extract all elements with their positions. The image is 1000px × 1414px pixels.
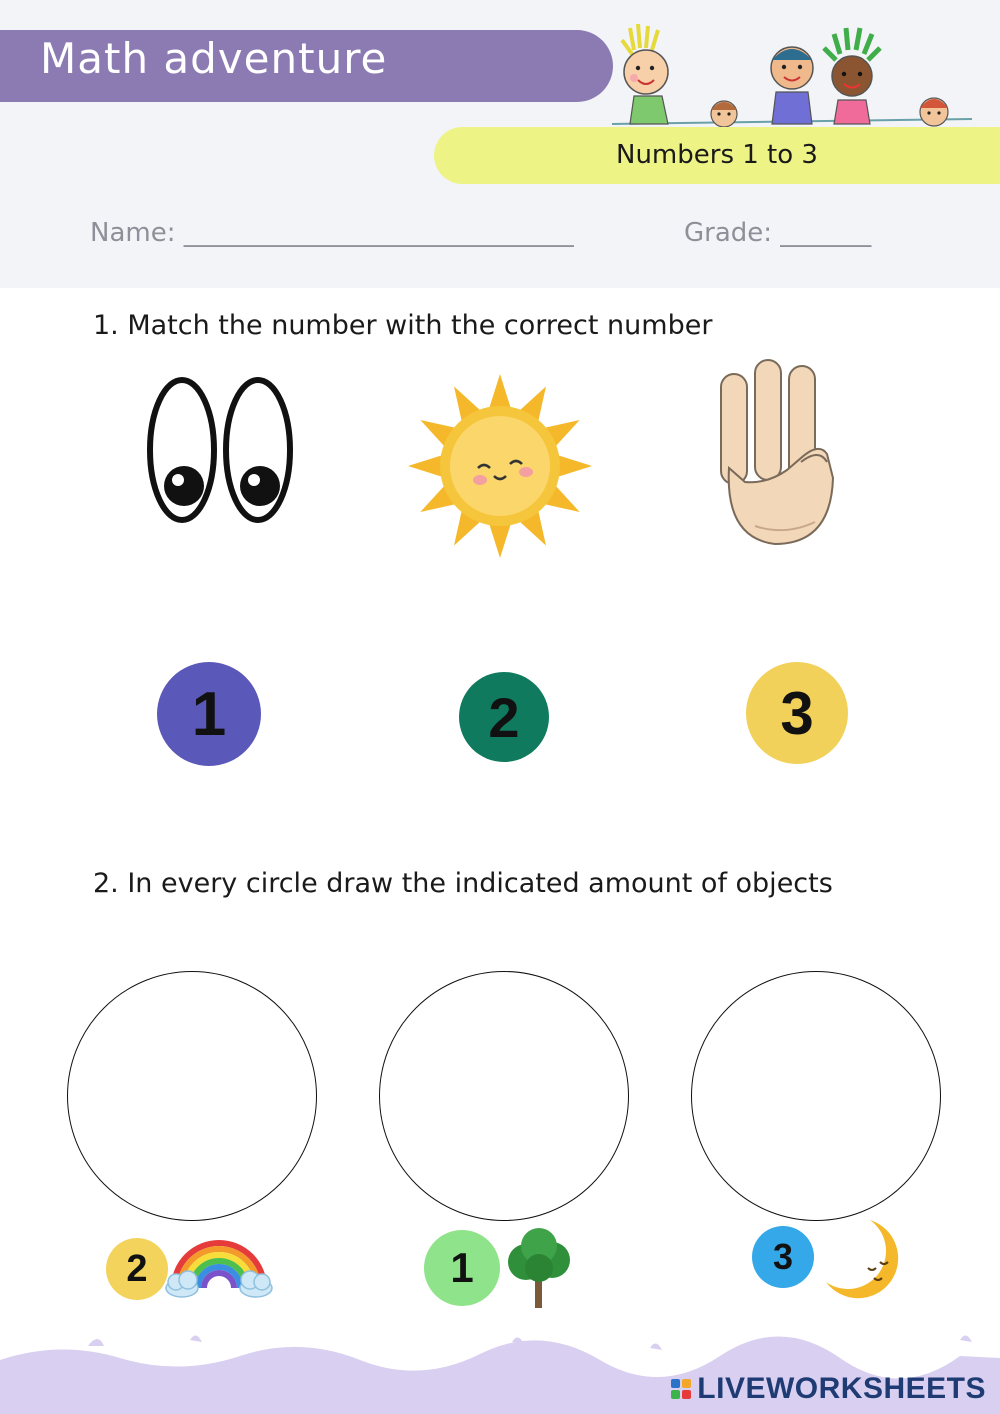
indicator-number-1-label: 1 xyxy=(450,1244,474,1291)
rainbow-icon xyxy=(164,1228,274,1300)
drawing-circle-3[interactable] xyxy=(691,971,941,1221)
number-circle-2[interactable] xyxy=(459,672,549,762)
eyes-picture[interactable] xyxy=(140,372,300,532)
number-3-label: 3 xyxy=(780,679,814,747)
brand-logo[interactable] xyxy=(671,1372,986,1406)
kids-illustration xyxy=(612,20,982,128)
moon-icon xyxy=(822,1216,902,1300)
indicator-number-1 xyxy=(424,1230,500,1306)
worksheet-subtitle: Numbers 1 to 3 xyxy=(616,140,818,170)
three-fingers-hand-picture[interactable] xyxy=(715,358,845,552)
liveworksheets-logo-icon xyxy=(671,1379,691,1399)
indicator-number-3-label: 3 xyxy=(772,1236,794,1277)
number-2-label: 2 xyxy=(488,685,520,749)
name-field[interactable]: Name: ______________________________ xyxy=(90,218,574,248)
question-1-text: 1. Match the number with the correct number xyxy=(93,310,713,341)
question-2-text: 2. In every circle draw the indicated amount of objects xyxy=(93,868,833,899)
number-circle-1[interactable] xyxy=(157,662,261,766)
number-circle-3[interactable] xyxy=(746,662,848,764)
drawing-circle-2[interactable] xyxy=(379,971,629,1221)
indicator-number-2-label: 2 xyxy=(126,1247,148,1290)
number-1-label: 1 xyxy=(191,679,227,749)
drawing-circle-1[interactable] xyxy=(67,971,317,1221)
brand-name: LIVEWORKSHEETS xyxy=(697,1372,986,1405)
tree-icon xyxy=(502,1226,576,1310)
indicator-number-3 xyxy=(752,1226,814,1288)
grade-field[interactable]: Grade: _______ xyxy=(684,218,872,248)
sun-picture[interactable] xyxy=(408,372,592,560)
worksheet-title: Math adventure xyxy=(40,34,388,83)
indicator-number-2 xyxy=(106,1238,168,1300)
